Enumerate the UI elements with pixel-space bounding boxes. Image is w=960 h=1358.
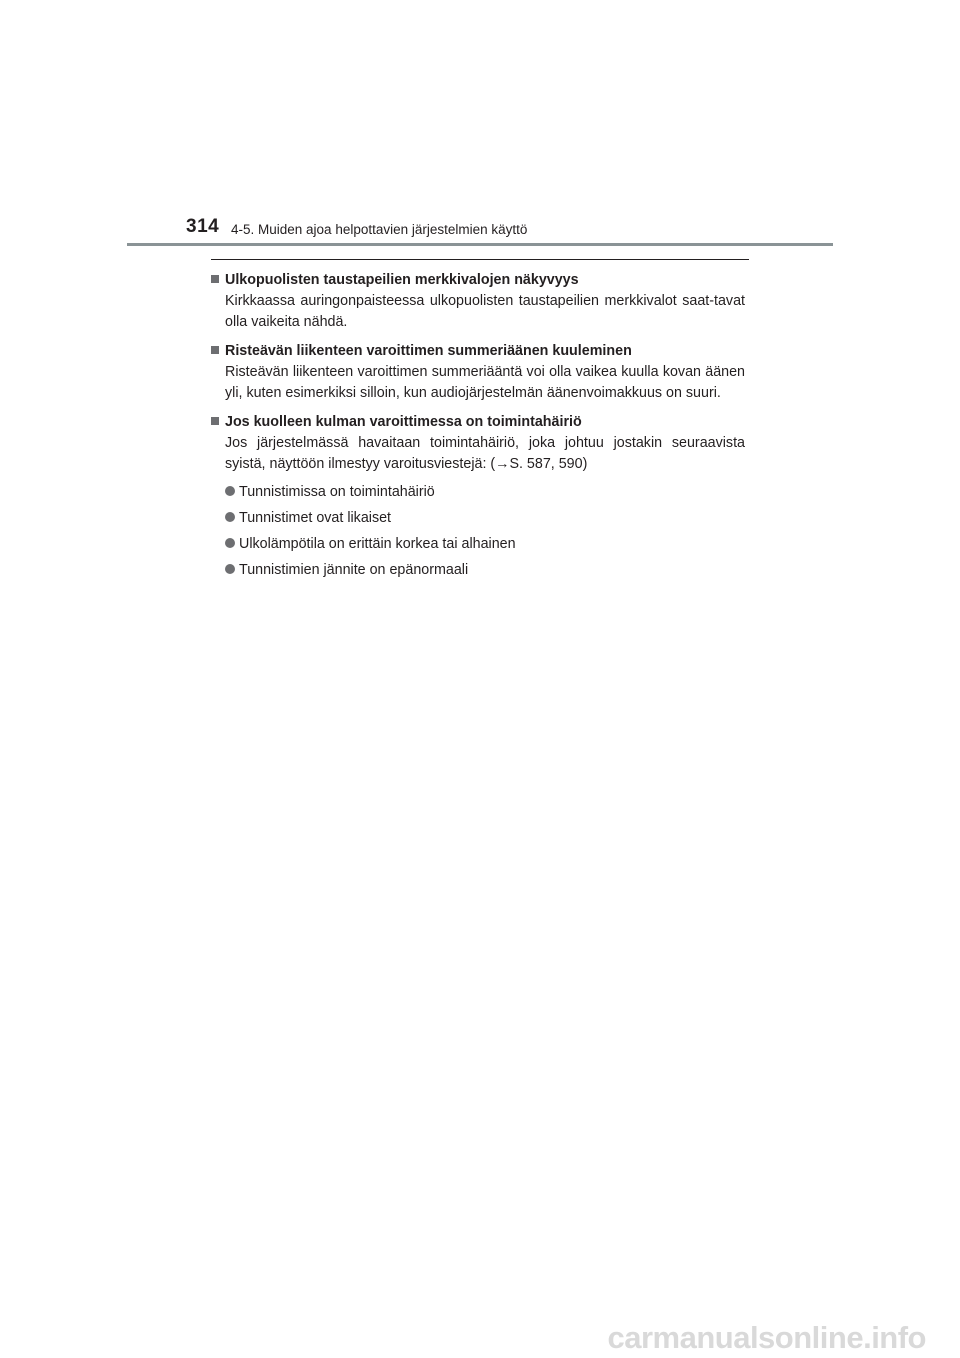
square-bullet-icon (211, 275, 219, 283)
round-bullet-icon (225, 564, 235, 574)
section-heading-text: Jos kuolleen kulman varoittimessa on toimintahäiriö (225, 414, 582, 430)
bullet-list (211, 482, 745, 581)
section-heading (211, 270, 745, 291)
header-divider (127, 243, 833, 246)
section-heading-text: Ulkopuolisten taustapeilien merkkivalojen näkyvyys (225, 272, 579, 288)
section-divider (211, 259, 749, 260)
section-blind-spot-malfunction (211, 412, 745, 581)
page-number: 314 (186, 216, 220, 237)
section-body: Risteävän liikenteen varoittimen summeriääntä voi olla vaikea kuulla kovan äänen yli, kuten esimerkiksi silloin, kun audiojärjestelmän äänenvoimakkuus on suuri. (225, 364, 745, 401)
list-item-text: Ulkolämpötila on erittäin korkea tai alhainen (239, 536, 516, 552)
section-mirror-indicator-visibility (211, 270, 745, 333)
watermark-text: carmanualsonline.info (607, 1320, 926, 1355)
round-bullet-icon (225, 538, 235, 548)
watermark (0, 1318, 960, 1358)
round-bullet-icon (225, 486, 235, 496)
section-heading-text: Risteävän liikenteen varoittimen summeriäänen kuuleminen (225, 343, 632, 359)
section-heading (211, 341, 745, 362)
list-item (225, 560, 745, 581)
list-item (225, 534, 745, 555)
list-item-text: Tunnistimissa on toimintahäiriö (239, 484, 435, 500)
list-item (225, 508, 745, 529)
list-item-text: Tunnistimien jännite on epänormaali (239, 562, 469, 578)
square-bullet-icon (211, 346, 219, 354)
section-heading (211, 412, 745, 433)
list-item-text: Tunnistimet ovat likaiset (239, 510, 392, 526)
section-cross-traffic-buzzer (211, 341, 745, 404)
list-item (225, 482, 745, 503)
round-bullet-icon (225, 512, 235, 522)
section-body: Kirkkaassa auringonpaisteessa ulkopuolisten taustapeilien merkkivalot saat-tavat olla vaikeita nähdä. (225, 293, 745, 330)
section-body: Jos järjestelmässä havaitaan toimintahäiriö, joka johtuu jostakin seuraavista syistä, näyttöön ilmestyy varoitusviestejä: (→S. 587, 590) (225, 435, 745, 472)
manual-content (211, 270, 745, 589)
square-bullet-icon (211, 417, 219, 425)
chapter-title: 4-5. Muiden ajoa helpottavien järjestelmien käyttö (231, 222, 528, 237)
